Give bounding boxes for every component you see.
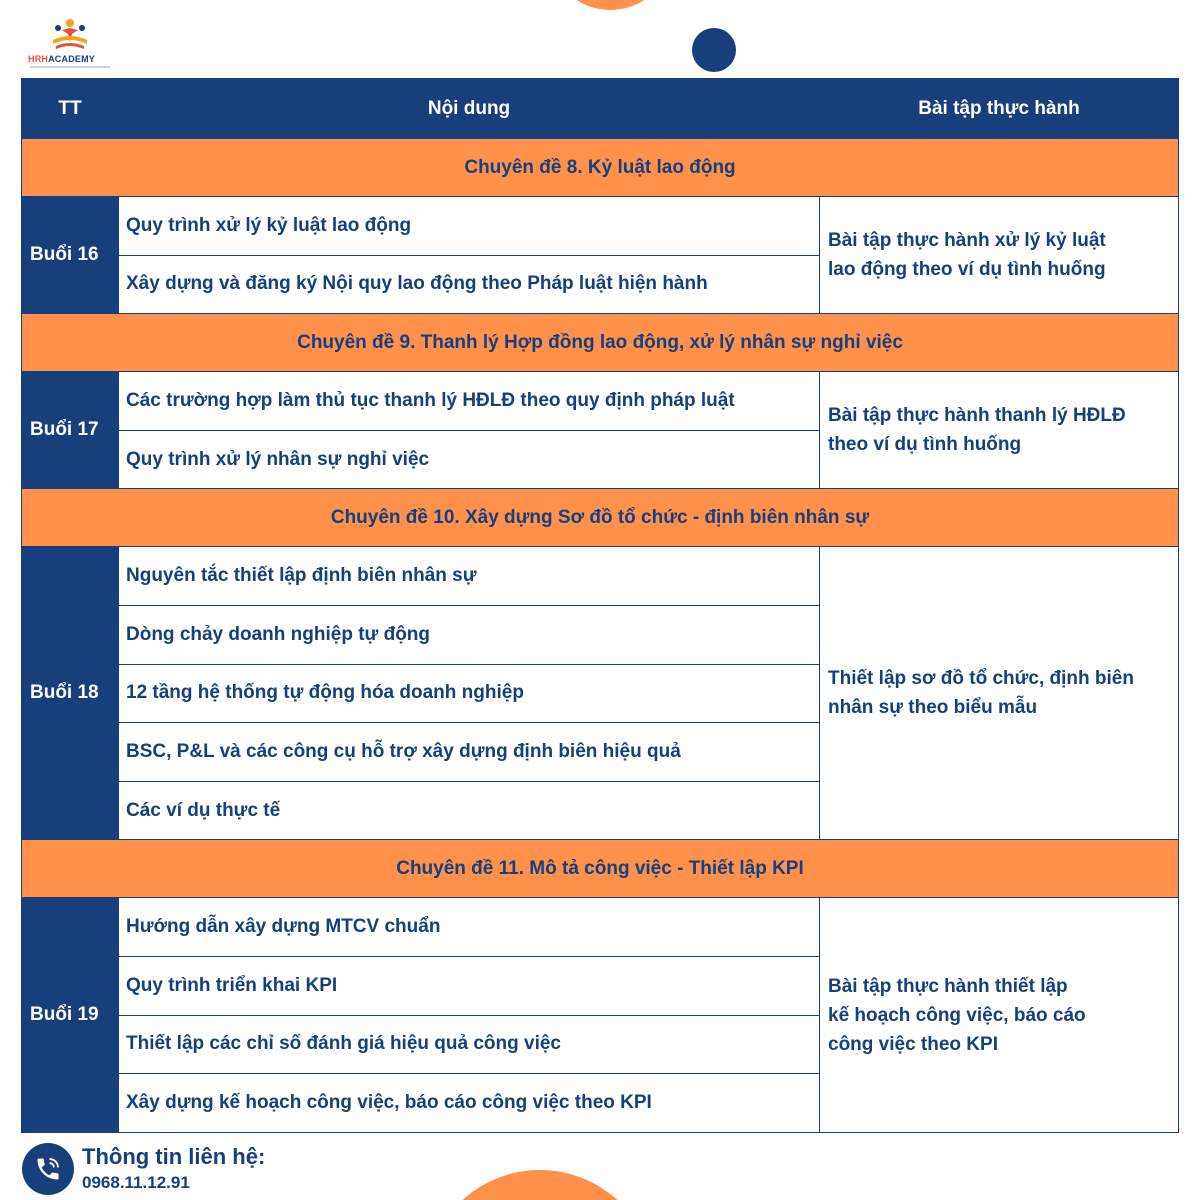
training-schedule-table <box>21 78 1179 1133</box>
content-item: Nguyên tắc thiết lập định biên nhân sự <box>119 547 820 606</box>
content-item: Quy trình xử lý nhân sự nghỉ việc <box>119 430 820 489</box>
exercise-line: kế hoạch công việc, báo cáo <box>828 1004 1086 1026</box>
session-label: Buổi 16 <box>22 197 119 314</box>
session-label: Buổi 17 <box>22 372 119 489</box>
content-item: Các ví dụ thực tế <box>119 781 820 840</box>
content-item: Xây dựng kế hoạch công việc, báo cáo công việc theo KPI <box>119 1074 820 1133</box>
exercise-cell <box>820 898 1179 1132</box>
section-row <box>22 489 1179 547</box>
section-row <box>22 840 1179 898</box>
exercise-line: nhân sự theo biểu mẫu <box>828 697 1038 719</box>
content-item: Quy trình xử lý kỷ luật lao động <box>119 197 820 256</box>
section-title: Chuyên đề 11. Mô tả công việc - Thiết lập KPI <box>22 840 1179 898</box>
exercise-cell <box>820 547 1179 840</box>
phone-icon-glyph <box>34 1155 62 1183</box>
content-item: 12 tầng hệ thống tự động hóa doanh nghiệp <box>119 664 820 723</box>
decorative-circle-blue <box>692 28 736 72</box>
exercise-line: Thiết lập sơ đồ tổ chức, định biên <box>828 668 1134 690</box>
table-row <box>22 898 1179 957</box>
exercise-line: Bài tập thực hành xử lý kỷ luật <box>828 230 1106 252</box>
decorative-circle-orange-bottom <box>425 1170 655 1200</box>
column-header-exercise: Bài tập thực hành <box>820 79 1179 139</box>
section-title: Chuyên đề 9. Thanh lý Hợp đồng lao động, xử lý nhân sự nghỉ việc <box>22 314 1179 372</box>
content-item: BSC, P&L và các công cụ hỗ trợ xây dựng định biên hiệu quả <box>119 723 820 782</box>
table-header-row <box>22 79 1179 139</box>
table-row <box>22 547 1179 606</box>
table-row <box>22 372 1179 431</box>
logo-people-icon <box>50 18 90 52</box>
decorative-circle-orange-top <box>548 0 673 10</box>
exercise-cell <box>820 197 1179 314</box>
exercise-line: Bài tập thực hành thanh lý HĐLĐ <box>828 405 1126 427</box>
content-item: Quy trình triển khai KPI <box>119 956 820 1015</box>
content-item: Các trường hợp làm thủ tục thanh lý HĐLĐ theo quy định pháp luật <box>119 372 820 431</box>
content-item: Hướng dẫn xây dựng MTCV chuẩn <box>119 898 820 957</box>
session-label: Buổi 19 <box>22 898 119 1132</box>
column-header-content: Nội dung <box>119 79 820 139</box>
exercise-line: Bài tập thực hành thiết lập <box>828 975 1068 997</box>
contact-label: Thông tin liên hệ: <box>82 1144 266 1169</box>
exercise-cell <box>820 372 1179 489</box>
exercise-line: công việc theo KPI <box>828 1033 998 1055</box>
section-title: Chuyên đề 8. Kỷ luật lao động <box>22 139 1179 197</box>
section-row <box>22 139 1179 197</box>
content-item: Thiết lập các chỉ số đánh giá hiệu quả công việc <box>119 1015 820 1074</box>
exercise-line: theo ví dụ tình huống <box>828 434 1022 456</box>
contact-phone: 0968.11.12.91 <box>82 1173 190 1192</box>
logo-text: HRHACADEMY <box>28 54 96 64</box>
table-row <box>22 197 1179 256</box>
phone-icon <box>22 1143 74 1195</box>
section-row <box>22 314 1179 372</box>
session-label: Buổi 18 <box>22 547 119 840</box>
section-title: Chuyên đề 10. Xây dựng Sơ đồ tổ chức - định biên nhân sự <box>22 489 1179 547</box>
hrh-academy-logo <box>28 18 110 74</box>
logo-tagline-bar <box>30 66 110 68</box>
content-item: Xây dựng và đăng ký Nội quy lao động theo Pháp luật hiện hành <box>119 255 820 314</box>
exercise-line: lao động theo ví dụ tình huống <box>828 259 1106 281</box>
column-header-tt: TT <box>22 79 119 139</box>
content-item: Dòng chảy doanh nghiệp tự động <box>119 605 820 664</box>
